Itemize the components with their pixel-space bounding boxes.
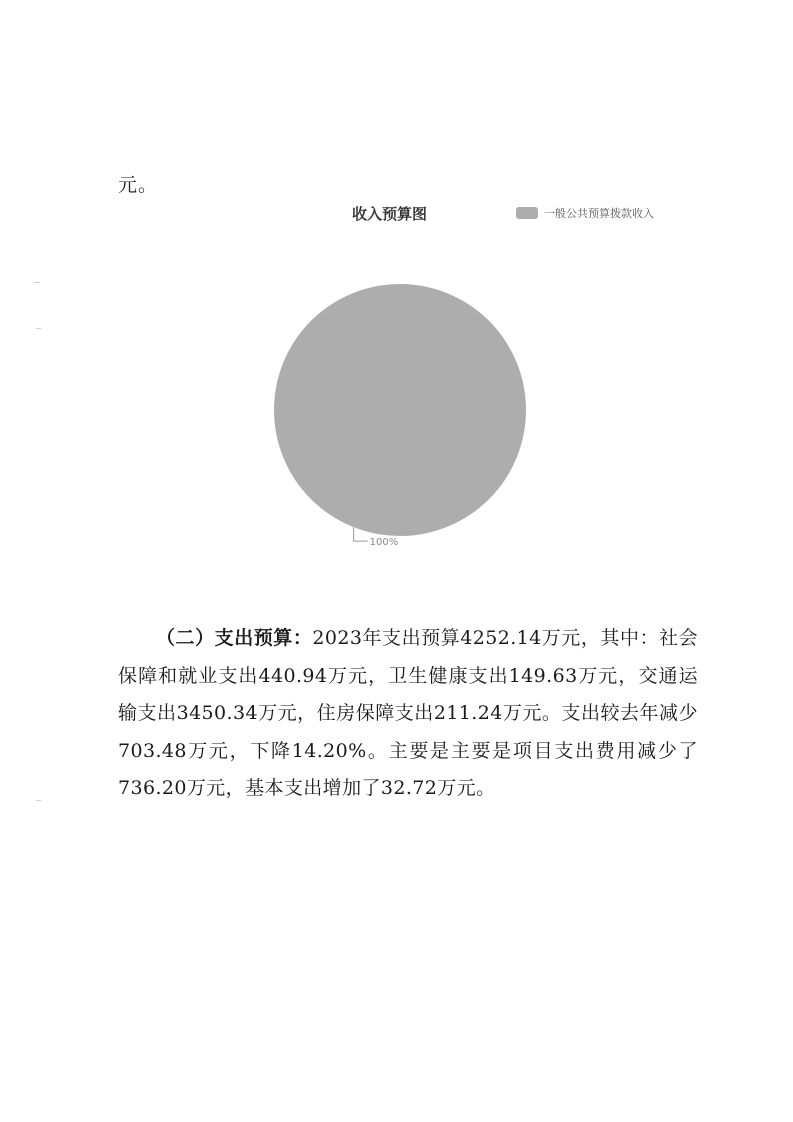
- expenditure-paragraph: [118, 620, 698, 808]
- chart-title: 收入预算图: [352, 205, 428, 223]
- pie-slice: [274, 284, 526, 536]
- section-heading: （二）支出预算：: [156, 627, 313, 649]
- scan-edge-mark: [36, 800, 41, 801]
- scan-edge-mark: [34, 282, 40, 283]
- scan-edge-mark: [36, 328, 41, 329]
- legend-label: 一般公共预算拨款收入: [544, 207, 654, 220]
- pie-data-label: 100%: [369, 537, 399, 549]
- section-body: 2023年支出预算4252.14万元，其中：社会保障和就业支出440.94万元，卫生健康支出149.63万元，交通运输支出3450.34万元，住房保障支出211.24万元。支出较去年减少703.48万元，下降14.20%。主要是主要是项目支出费用减少了736.20万元，基本支出增加了32.72万元。: [118, 627, 698, 799]
- leading-text-fragment: 元。: [118, 174, 159, 196]
